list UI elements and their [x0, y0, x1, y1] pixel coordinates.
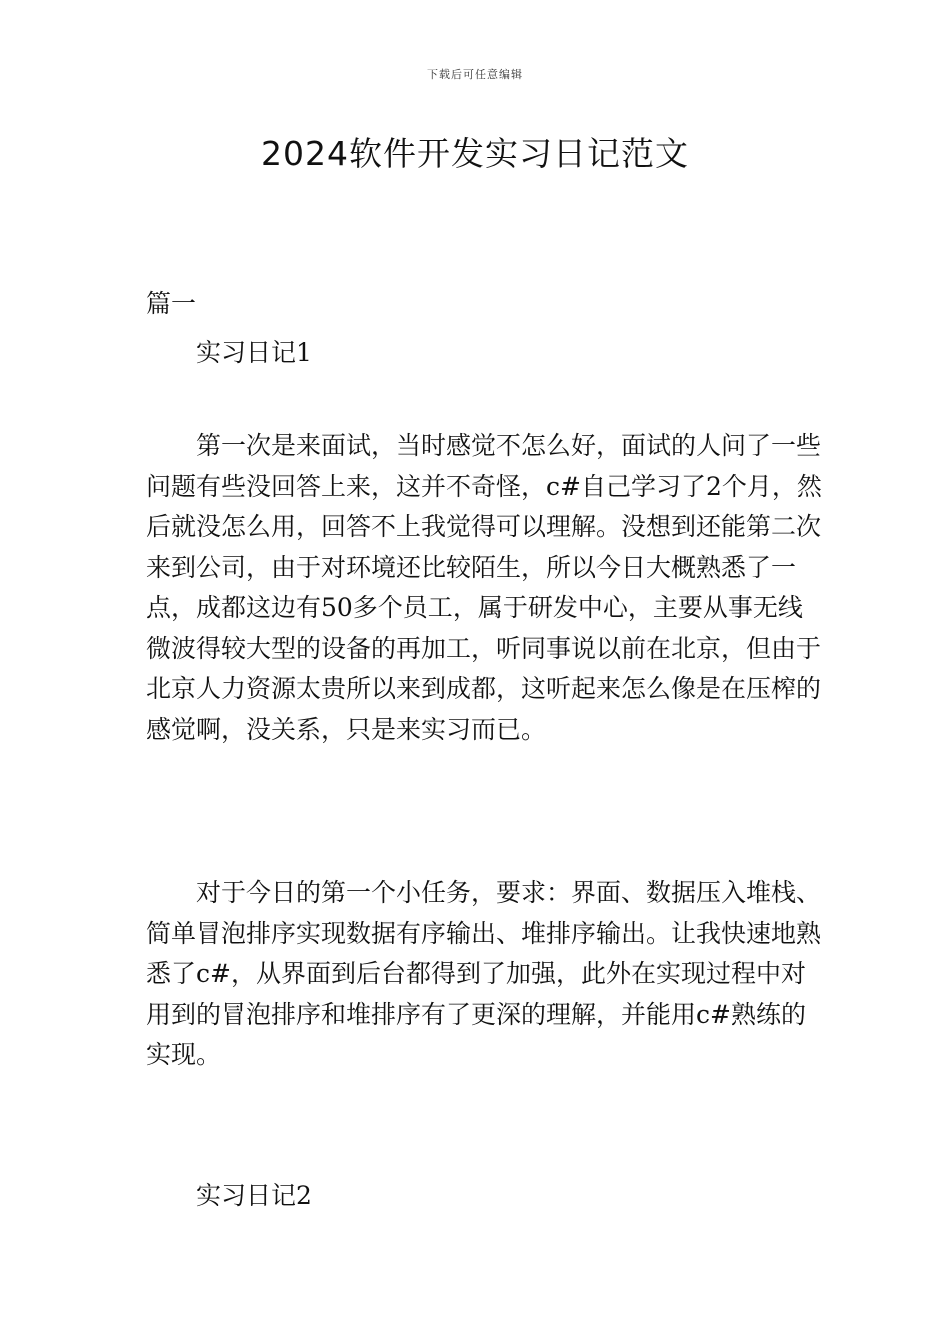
document-title: 2024软件开发实习日记范文 [261, 134, 689, 173]
entry-heading-1: 实习日记1 [196, 338, 312, 367]
section-label: 篇一 [146, 289, 197, 318]
entry-1-paragraph-2: 对于今日的第一个小任务，要求：界面、数据压入堆栈、简单冒泡排序实现数据有序输出、堆排序输出。让我快速地熟悉了c#，从界面到后台都得到了加强，此外在实现过程中对用到的冒泡排序和堆排序有了更深的理解，并能用c#熟练的实现。 [146, 878, 822, 1069]
entry-1-paragraph-1: 第一次是来面试，当时感觉不怎么好，面试的人问了一些问题有些没回答上来，这并不奇怪，c#自己学习了2个月，然后就没怎么用，回答不上我觉得可以理解。没想到还能第二次来到公司，由于对环境还比较陌生，所以今日大概熟悉了一点，成都这边有50多个员工，属于研发中心，主要从事无线微波得较大型的设备的再加工，听同事说以前在北京，但由于北京人力资源太贵所以来到成都，这听起来怎么像是在压榨的感觉啊，没关系，只是来实习而已。 [146, 431, 822, 744]
page-header-note: 下载后可任意编辑 [427, 68, 523, 81]
entry-heading-2: 实习日记2 [196, 1181, 312, 1210]
